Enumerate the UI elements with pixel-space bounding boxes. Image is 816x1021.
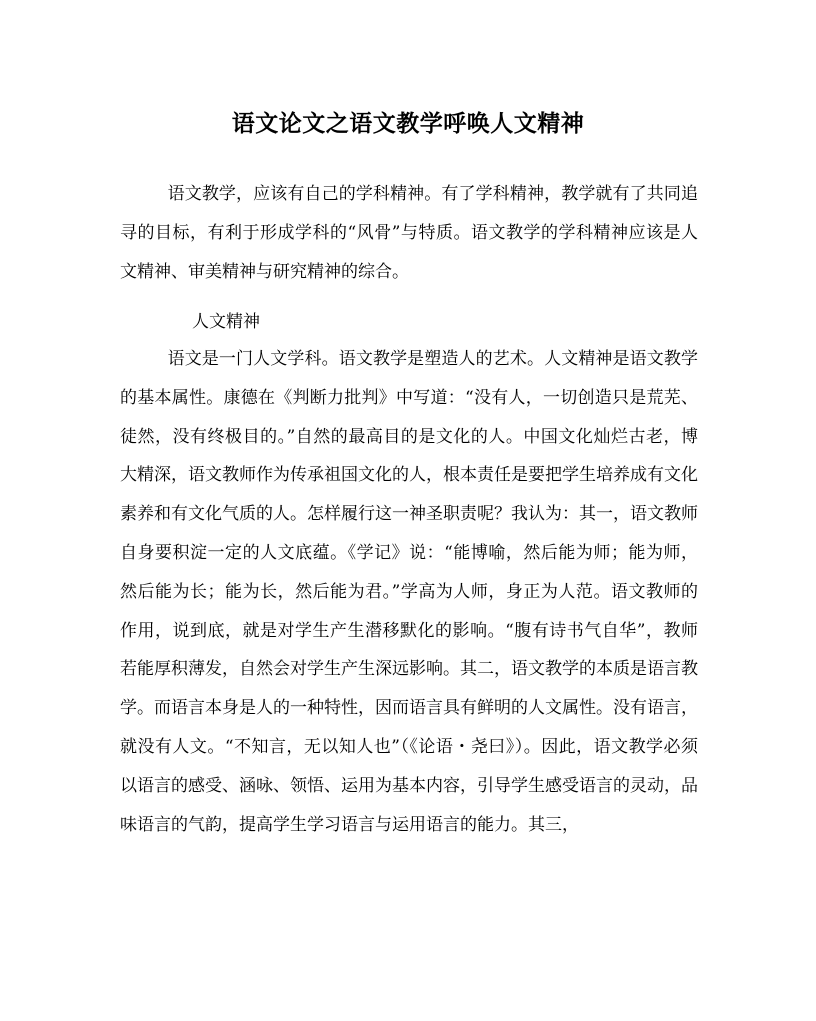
body-paragraph: 语文是一门人文学科。语文教学是塑造人的艺术。人文精神是语文教学的基本属性。康德在《判断力批判》中写道：“没有人，一切创造只是荒芜、徒然，没有终极目的。”自然的最高目的是文化的人。中国文化灿烂古老，博大精深，语文教师作为传承祖国文化的人，根本责任是要把学生培养成有文化素养和有文化气质的人。怎样履行这一神圣职责呢？我认为：其一，语文教师自身要积淀一定的人文底蕴。《学记》说：“能博喻，然后能为师；能为师，然后能为长；能为长，然后能为君。”学高为人师，身正为人范。语文教师的作用，说到底，就是对学生产生潜移默化的影响。“腹有诗书气自华”，教师若能厚积薄发，自然会对学生产生深远影响。其二，语文教学的本质是语言教学。而语言本身是人的一种特性，因而语言具有鲜明的人文属性。没有语言，就没有人文。“不知言，无以知人也”（《论语・尧曰》）。因此，语文教学必须以语言的感受、涵咏、领悟、运用为基本内容，引导学生感受语言的灵动，品味语言的气韵，提高学生学习语言与运用语言的能力。其三， — [120, 349, 698, 835]
document-title: 语文论文之语文教学呼唤人文精神 — [231, 110, 585, 137]
section-heading: 人文精神 — [192, 312, 260, 332]
intro-paragraph: 语文教学，应该有自己的学科精神。有了学科精神，教学就有了共同追寻的目标，有利于形成学科的“风骨”与特质。语文教学的学科精神应该是人文精神、审美精神与研究精神的综合。 — [120, 184, 698, 282]
